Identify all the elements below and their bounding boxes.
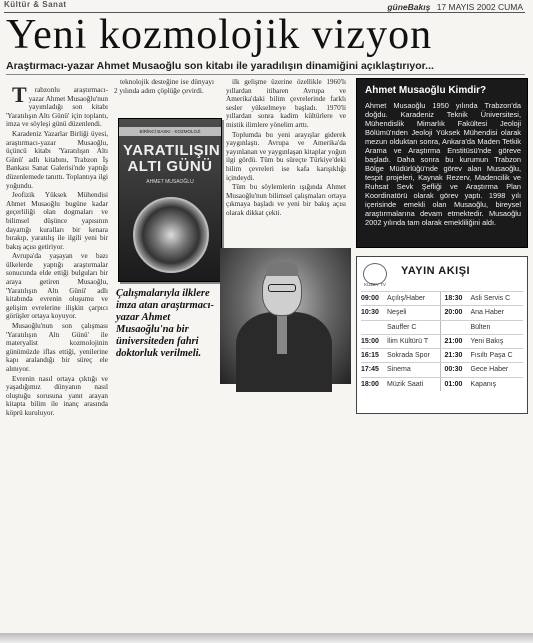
book-cover-title: YARATILIŞIN ALTI GÜNÜ bbox=[123, 142, 221, 175]
tv-time bbox=[361, 321, 387, 334]
tv-slot-left bbox=[361, 321, 440, 334]
tv-time: 09:00 bbox=[361, 295, 379, 302]
tv-program: Açılış/Haber bbox=[387, 295, 426, 302]
tv-schedule-title: YAYIN AKIŞI bbox=[401, 265, 471, 277]
paragraph: Evrenin nasıl ortaya çıktığı ve yaşadığımız dünyanın nasıl oluştuğu sorusuna yanıt arayan kitapta bilim ile inanç arasında köprü kuruluyor. bbox=[6, 374, 108, 417]
tv-slot-right bbox=[440, 321, 524, 334]
headline: Yeni kozmolojik vizyon bbox=[6, 12, 433, 58]
tv-program: Sokrada Spor bbox=[387, 352, 430, 360]
tv-time: 21:00 bbox=[444, 337, 463, 345]
tv-logo-icon bbox=[361, 261, 391, 287]
tv-slot-left bbox=[361, 335, 440, 348]
paragraph: Avrupa'da yaşayan ve bazı ülkelerde yaptığı araştırmalar sonucunda elde ettiği bulguları bir araya getiren Musaoğlu, 'Yaratılışın Altı Günü' adlı kitabında evrenin oluşumu ve gelişim evrelerine ilişkin çarpıcı görüşler ortaya koyuyor. bbox=[6, 252, 108, 321]
tv-program: Kapanış bbox=[470, 380, 497, 388]
paragraph: teknolojik desteğine ise dünyayı 2 yılında adım çöplüğe çevirdi. bbox=[114, 78, 214, 95]
tv-program: Yeni Bakış bbox=[470, 337, 504, 345]
tv-program: İlim Kültürü T bbox=[387, 337, 429, 345]
masthead bbox=[387, 2, 523, 12]
tv-schedule-row bbox=[361, 305, 523, 319]
tv-time: 20:00 bbox=[444, 309, 463, 317]
photo-caption: Çalışmalarıyla ilklere imza atan araştırmacı-yazar Ahmet Musaoğlu'na bir üniversiteden fahri doktorluk verilmeli. bbox=[116, 288, 215, 359]
tv-time: 17:45 bbox=[361, 366, 379, 374]
tv-program: Asli Servis C bbox=[470, 295, 511, 302]
paragraph: Musaoğlu'nun son çalışması 'Yaratılışın Altı Günü' ile materyalist kozmolojinin günümüzde iflas ettiği, yenilerine kapı aralandığı bir süreç ele alınıyor. bbox=[6, 322, 108, 373]
tv-slot-right bbox=[440, 335, 524, 348]
tv-time: 18:30 bbox=[444, 295, 463, 302]
tv-program: Gece Haber bbox=[470, 366, 509, 374]
tv-schedule-row bbox=[361, 320, 523, 334]
tv-slot-right bbox=[440, 349, 524, 362]
paragraph: Trabzonlu araştırmacı-yazar Ahmet Musaoğlu'nun yayımladığı son kitabı 'Yaratılışın Altı Günü' için toplantı, imza ve söyleşi günü düzenlendi. bbox=[6, 82, 108, 129]
tv-schedule-row bbox=[361, 348, 523, 362]
article-column-2 bbox=[114, 78, 214, 104]
tv-schedule-row bbox=[361, 377, 523, 391]
tv-time: 00:30 bbox=[444, 366, 463, 374]
tv-program: Bülten bbox=[470, 323, 491, 331]
tv-program: Sinema bbox=[387, 366, 411, 374]
tv-slot-left bbox=[361, 292, 440, 305]
tv-slot-right bbox=[440, 363, 524, 376]
sub-rule bbox=[6, 74, 525, 75]
tv-slot-right bbox=[440, 306, 524, 319]
tv-program: Ana Haber bbox=[470, 309, 504, 317]
tv-time: 15:00 bbox=[361, 337, 379, 345]
tv-program: Müzik Saati bbox=[387, 380, 424, 388]
issue-date: 17 MAYIS 2002 CUMA bbox=[436, 2, 523, 12]
bio-text: Ahmet Musaoğlu 1950 yılında Trabzon'da doğdu. Karadeniz Teknik Üniversitesi, Mühendislik Mimarlık Fakültesi Jeoloji Bölümü'nden Jeoloji Yüksek Mühendisi olarak mezun olduktan sonra, Ankara'da Maden Tetkik Arama ve Araştırma Enstitüsü'nde göreve başladı. Daha sonra bu kurumun Trabzon Bölge Müdürlüğü'nde görev alan Musaoğlu, tespit projeleri, Kaynak Rezerv, Madencilik ve Ruhsat Sevk Şefliği ve Araştırma Plan Koordinatörü olarak görev yaptı. 1998 yılı içerisinde emekli olan Musaoğlu, bireysel araştırmalarına devam etmektedir. Musaoğlu 2002 yılında tam olarak emekliliğini aldı. bbox=[365, 101, 521, 227]
publication-name: güneBakış bbox=[387, 2, 431, 12]
paragraph: Tüm bu söylemlerin ışığında Ahmet Musaoğlu'nun bilimsel çalışmaları ortaya çıkmaya başladı ve yeni bir bakış açısı olarak dikkat çekti. bbox=[226, 183, 346, 217]
subheadline: Araştırmacı-yazar Ahmet Musaoğlu son kitabı ile yaradılışın dinamiğini açıklaştırıyor... bbox=[6, 60, 434, 72]
tv-time: 21:30 bbox=[444, 352, 463, 360]
bio-box bbox=[356, 78, 528, 248]
tv-time: 01:00 bbox=[444, 380, 463, 388]
tv-slot-left bbox=[361, 378, 440, 391]
tv-time: 10:30 bbox=[361, 309, 379, 317]
tv-program: Sauffer C bbox=[387, 323, 417, 331]
article-column-1 bbox=[6, 82, 108, 634]
book-cover-band: BİRİNCİ BASKI · KOZMOLOJİ bbox=[119, 127, 221, 136]
galaxy-spiral-graphic bbox=[133, 197, 209, 273]
section-label: Kültür & Sanat bbox=[4, 0, 67, 9]
photo-hair bbox=[266, 262, 298, 276]
tv-schedule-row bbox=[361, 334, 523, 348]
paragraph: Toplumda bu yeni arayışlar giderek yaygınlaştı. Avrupa ve Amerika'da yayınlanan ve yaygınlaşan kitaplar yoğun ilgi gördü. Tüm bu süreçte Türkiye'deki bilim çevreleri ise kafa karışıklığı içindeydi. bbox=[226, 130, 346, 182]
paragraph: Jeofizik Yüksek Mühendisi Ahmet Musaoğlu bugüne kadar geçerliliği olan dogmaları ve bilimsel düşünce yapısının dayattığı kuralları bir kenara bırakıp, yaratılış ile ilgili yeni bir bakış açısı getiriyor. bbox=[6, 191, 108, 251]
tv-schedule-box bbox=[356, 256, 528, 414]
tv-slot-left bbox=[361, 349, 440, 362]
paragraph: ilk gelişme üzerine özellikle 1960'lı yıllardan itibaren Avrupa ve Amerika'daki bilim çevrelerinde farklı sesler yükselmeye başladı. 1970'li yıllardan sonra kadim kültürlere ve mistik ilimlere yönelim arttı. bbox=[226, 78, 346, 129]
tv-program: Neşeli bbox=[387, 309, 407, 317]
book-cover-image bbox=[118, 118, 222, 282]
tv-time: 16:15 bbox=[361, 352, 379, 360]
bio-title: Ahmet Musaoğlu Kimdir? bbox=[365, 85, 487, 96]
photo-glasses bbox=[268, 284, 296, 292]
tv-slot-left bbox=[361, 306, 440, 319]
tv-program: Fısıltı Paşa C bbox=[470, 352, 513, 360]
tv-slot-right bbox=[440, 292, 524, 305]
tv-schedule-row bbox=[361, 362, 523, 376]
book-cover-author: AHMET MUSAOĞLU bbox=[146, 179, 194, 185]
photo-tie bbox=[277, 314, 287, 354]
tv-schedule-rows bbox=[361, 291, 523, 391]
page-bottom-edge bbox=[0, 633, 533, 643]
tv-time bbox=[445, 321, 471, 334]
tv-time: 18:00 bbox=[361, 380, 379, 388]
tv-slot-left bbox=[361, 363, 440, 376]
author-photo bbox=[220, 248, 351, 384]
tv-slot-right bbox=[440, 378, 524, 391]
tv-schedule-row bbox=[361, 291, 523, 305]
tv-logo-text: KUZEY TV bbox=[364, 282, 386, 287]
paragraph: Karadeniz Yazarlar Birliği üyesi, araştırmacı-yazar Musaoğlu, üçüncü kitabı 'Yaratılışın Altı Günü' adlı kitabını, Trabzon İş Bankası Sanat Galerisi'nde yaptığı düzenlemede tanıttı. Toplantıya ilgi yoğundu. bbox=[6, 129, 108, 190]
